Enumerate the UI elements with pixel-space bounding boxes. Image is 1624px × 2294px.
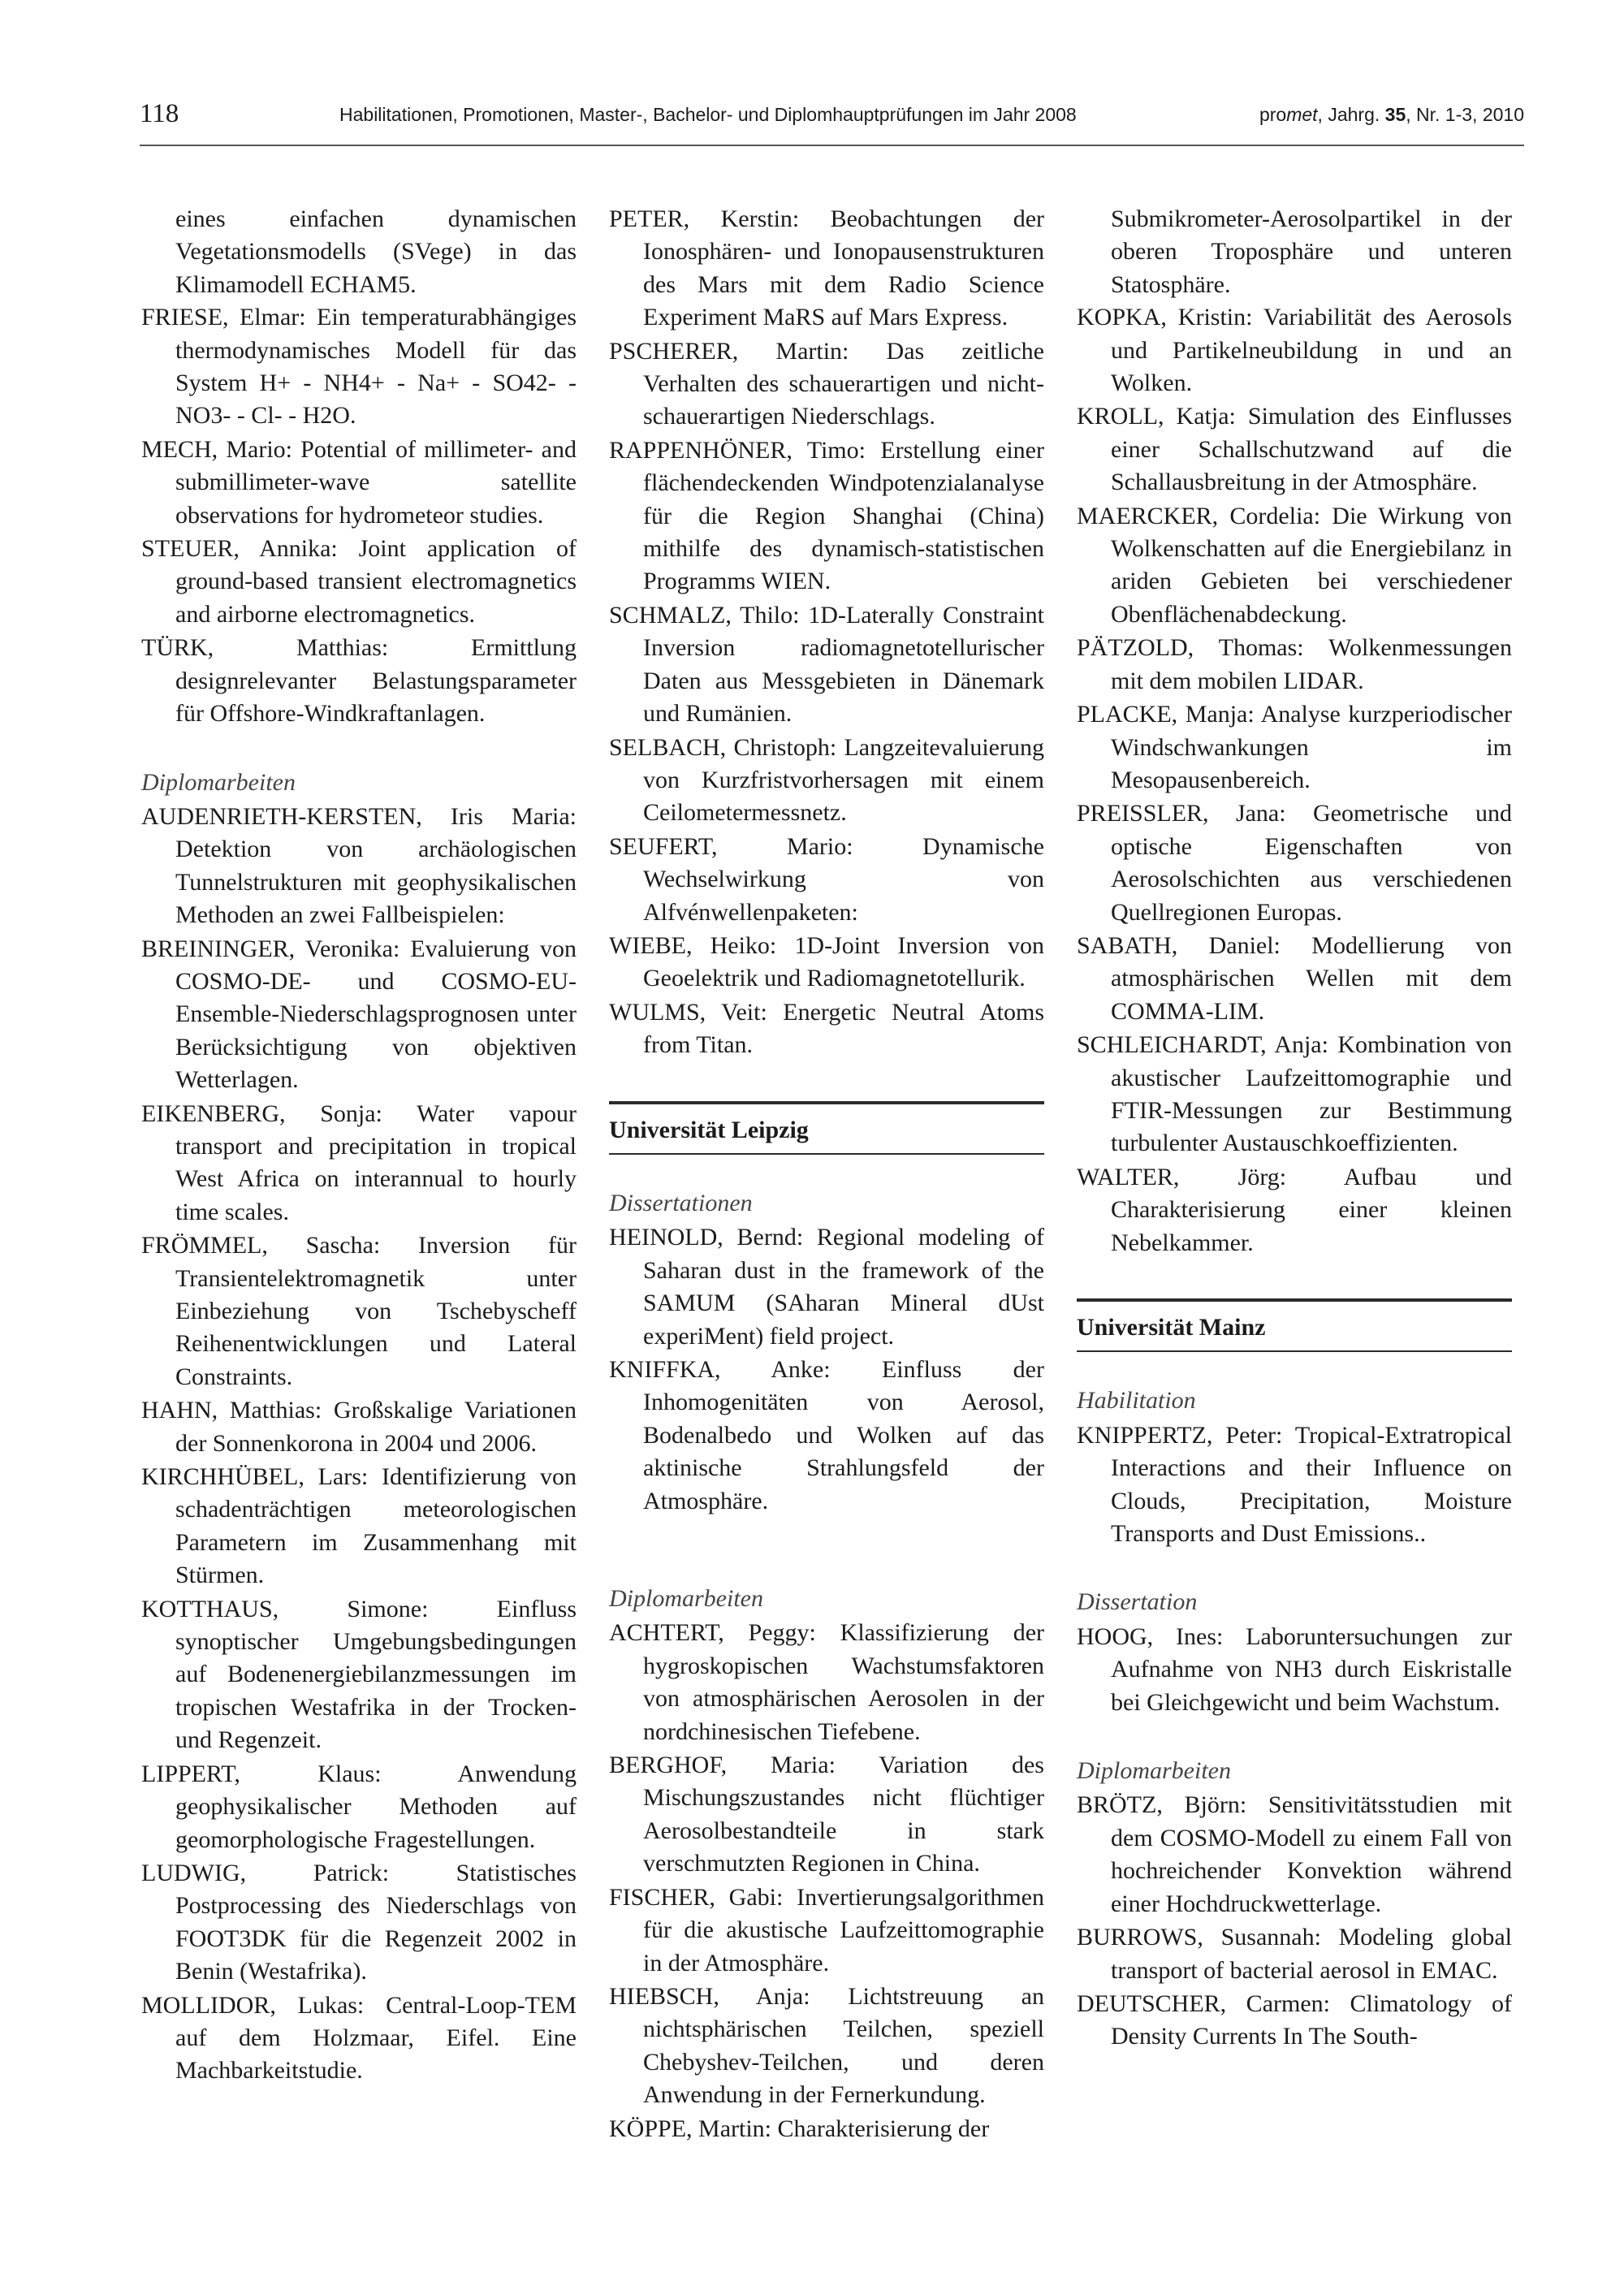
section-heading-diplomarbeiten: Diplomarbeiten (141, 768, 296, 796)
section-heading-diplomarbeiten: Diplomarbeiten (609, 1585, 763, 1613)
list-item: AUDENRIETH-KERSTEN, Iris Maria: Detektion von archäologischen Tunnelstrukturen mit geophysikalischen Methoden an zwei Fallbeispielen: (141, 802, 577, 929)
list-item: TÜRK, Matthias: Ermittlung designrelevanter Belastungsparameter für Offshore-Windkraftanlagen. (141, 634, 577, 728)
journal-suffix: , Jahrg. (1317, 104, 1385, 125)
list-item: PETER, Kerstin: Beobachtungen der Ionosphären- und Ionopausenstrukturen des Mars mit dem Radio Science Experiment MaRS auf Mars Express. (609, 205, 1044, 331)
list-item: ACHTERT, Peggy: Klassifizierung der hygroskopischen Wachstumsfaktoren von atmosphärischen Aerosolen in der nordchinesischen Tiefebene. (609, 1619, 1044, 1745)
list-item: DEUTSCHER, Carmen: Climatology of Density Currents In The South- (1077, 1989, 1512, 2050)
list-item: PREISSLER, Jana: Geometrische und optische Eigenschaften von Aerosolschichten aus verschiedenen Quellregionen Europas. (1077, 800, 1512, 926)
list-item: WALTER, Jörg: Aufbau und Charakterisierung einer kleinen Nebelkammer. (1077, 1163, 1512, 1256)
section-heading-habilitation: Habilitation (1077, 1387, 1196, 1415)
list-item: HIEBSCH, Anja: Lichtstreuung an nichtsphärischen Teilchen, speziell Chebyshev-Teilchen, und deren Anwendung in der Fernerkundung. (609, 1982, 1044, 2109)
list-item: KOTTHAUS, Simone: Einfluss synoptischer Umgebungsbedingungen auf Bodenenergiebilanzmessungen im tropischen Westafrika in der Trocken- und Regenzeit. (141, 1595, 577, 1754)
list-item: RAPPENHÖNER, Timo: Erstellung einer flächendeckenden Windpotenzialanalyse für die Region Shanghai (China) mithilfe des dynamisch-statistischen Programms WIEN. (609, 436, 1044, 595)
list-item: SEUFERT, Mario: Dynamische Wechselwirkung von Alfvénwellenpaketen: (609, 832, 1044, 926)
list-item: KIRCHHÜBEL, Lars: Identifizierung von schadenträchtigen meteorologischen Parametern im Zusammenhang mit Stürmen. (141, 1463, 577, 1589)
list-item-continuation: eines einfachen dynamischen Vegetationsmodells (SVege) in das Klimamodell ECHAM5. (175, 205, 577, 298)
journal-citation (1259, 104, 1524, 126)
list-item: WULMS, Veit: Energetic Neutral Atoms from Titan. (609, 998, 1044, 1059)
list-item: FRIESE, Elmar: Ein temperaturabhängiges thermodynamisches Modell für das System H+ - NH4+ - Na+ - SO42- - NO3- - Cl- - H2O. (141, 304, 577, 430)
column-left (141, 203, 577, 2089)
list-item: PÄTZOLD, Thomas: Wolkenmessungen mit dem mobilen LIDAR. (1077, 634, 1512, 694)
list-item: PLACKE, Manja: Analyse kurzperiodischer Windschwankungen im Mesopausenbereich. (1077, 701, 1512, 793)
journal-italic: met (1286, 104, 1318, 125)
list-item: HEINOLD, Bernd: Regional modeling of Saharan dust in the framework of the SAMUM (SAharan Mineral dUst experiMent) field project. (609, 1224, 1044, 1350)
list-item: FISCHER, Gabi: Invertierungsalgorithmen für die akustische Laufzeittomographie in der Atmosphäre. (609, 1883, 1044, 1976)
list-item: MOLLIDOR, Lukas: Central-Loop-TEM auf dem Holzmaar, Eifel. Eine Machbarkeitstudie. (141, 1991, 577, 2084)
section-heading-diplomarbeiten: Diplomarbeiten (1077, 1757, 1231, 1785)
page-number: 118 (140, 99, 179, 128)
list-item: WIEBE, Heiko: 1D-Joint Inversion von Geoelektrik und Radiomagnetotellurik. (609, 931, 1044, 992)
list-item: FRÖMMEL, Sascha: Inversion für Transientelektromagnetik unter Einbeziehung von Tschebyscheff Reihenentwicklungen und Lateral Constraints. (141, 1232, 577, 1390)
list-item: SABATH, Daniel: Modellierung von atmosphärischen Wellen mit dem COMMA-LIM. (1077, 931, 1512, 1025)
list-item: SCHMALZ, Thilo: 1D-Laterally Constraint Inversion radiomagnetotellurischer Daten aus Messgebieten in Dänemark und Rumänien. (609, 601, 1044, 728)
list-item: BURROWS, Susannah: Modeling global transport of bacterial aerosol in EMAC. (1077, 1924, 1512, 1984)
list-item: LUDWIG, Patrick: Statistisches Postprocessing des Niederschlags von FOOT3DK für die Regenzeit 2002 in Benin (Westafrika). (141, 1859, 577, 1985)
list-item: EIKENBERG, Sonja: Water vapour transport and precipitation in tropical West Africa on interannual to hourly time scales. (141, 1099, 577, 1225)
university-heading-mainz: Universität Mainz (1077, 1298, 1512, 1352)
section-heading-dissertationen: Dissertationen (609, 1189, 753, 1216)
list-item: LIPPERT, Klaus: Anwendung geophysikalischer Methoden auf geomorphologische Fragestellungen. (141, 1760, 577, 1853)
list-item: KROLL, Katja: Simulation des Einflusses einer Schallschutzwand auf die Schallausbreitung in der Atmosphäre. (1077, 403, 1512, 496)
list-item: KNIPPERTZ, Peter: Tropical-Extratropical Interactions and their Influence on Clouds, Precipitation, Moisture Transports and Dust Emissions.. (1077, 1421, 1512, 1548)
list-item: MECH, Mario: Potential of millimeter- and submillimeter-wave satellite observations for hydrometeor studies. (141, 435, 577, 529)
list-item: BERGHOF, Maria: Variation des Mischungszustandes nicht flüchtiger Aerosolbestandteile in stark verschmutzten Regionen in China. (609, 1752, 1044, 1877)
column-right (1077, 203, 1512, 2054)
list-item: BREININGER, Veronika: Evaluierung von COSMO-DE- und COSMO-EU-Ensemble-Niederschlagsprognosen unter Berücksichtigung von objektiven Wetterlagen. (141, 935, 577, 1094)
list-item: PSCHERER, Martin: Das zeitliche Verhalten des schauerartigen und nicht-schauerartigen Niederschlags. (609, 337, 1044, 430)
list-item: SCHLEICHARDT, Anja: Kombination von akustischer Laufzeittomographie und FTIR-Messungen zur Bestimmung turbulenter Austauschkoeffizienten. (1077, 1031, 1512, 1157)
list-item: BRÖTZ, Björn: Sensitivitätsstudien mit dem COSMO-Modell zu einem Fall von hochreichender Konvektion während einer Hochdruckwetterlage. (1077, 1791, 1512, 1917)
column-middle (609, 203, 1044, 2146)
running-title: Habilitationen, Promotionen, Master-, Bachelor- und Diplomhauptprüfungen im Jahr 2008 (339, 104, 1077, 125)
header-rule (140, 145, 1524, 146)
list-item: KOPKA, Kristin: Variabilität des Aerosols und Partikelneubildung in und an Wolken. (1077, 304, 1512, 397)
university-heading-leipzig: Universität Leipzig (609, 1101, 1044, 1155)
list-item: SELBACH, Christoph: Langzeitevaluierung von Kurzfristvorhersagen mit einem Ceilometermessnetz. (609, 733, 1044, 827)
list-item: MAERCKER, Cordelia: Die Wirkung von Wolkenschatten auf die Energiebilanz in ariden Gebieten bei verschiedener Obenflächenabdeckung. (1077, 502, 1512, 628)
section-heading-dissertation: Dissertation (1077, 1588, 1198, 1616)
page-header (140, 99, 1524, 136)
list-item: KÖPPE, Martin: Charakterisierung der (609, 2115, 990, 2142)
list-item: HAHN, Matthias: Großskalige Variationen der Sonnenkorona in 2004 und 2006. (141, 1397, 577, 1457)
journal-issue: , Nr. 1-3, 2010 (1406, 104, 1524, 125)
list-item-continuation: Submikrometer-Aerosolpartikel in der oberen Troposphäre und unteren Statosphäre. (1111, 205, 1512, 298)
list-item: KNIFFKA, Anke: Einfluss der Inhomogenitäten von Aerosol, Bodenalbedo und Wolken auf das aktinische Strahlungsfeld der Atmosphäre. (609, 1356, 1044, 1514)
journal-volume: 35 (1384, 104, 1406, 125)
list-item: HOOG, Ines: Laboruntersuchungen zur Aufnahme von NH3 durch Eiskristalle bei Gleichgewicht und beim Wachstum. (1077, 1622, 1512, 1716)
journal-prefix: pro (1259, 104, 1287, 125)
list-item: STEUER, Annika: Joint application of ground-based transient electromagnetics and airborne electromagnetics. (141, 535, 577, 628)
